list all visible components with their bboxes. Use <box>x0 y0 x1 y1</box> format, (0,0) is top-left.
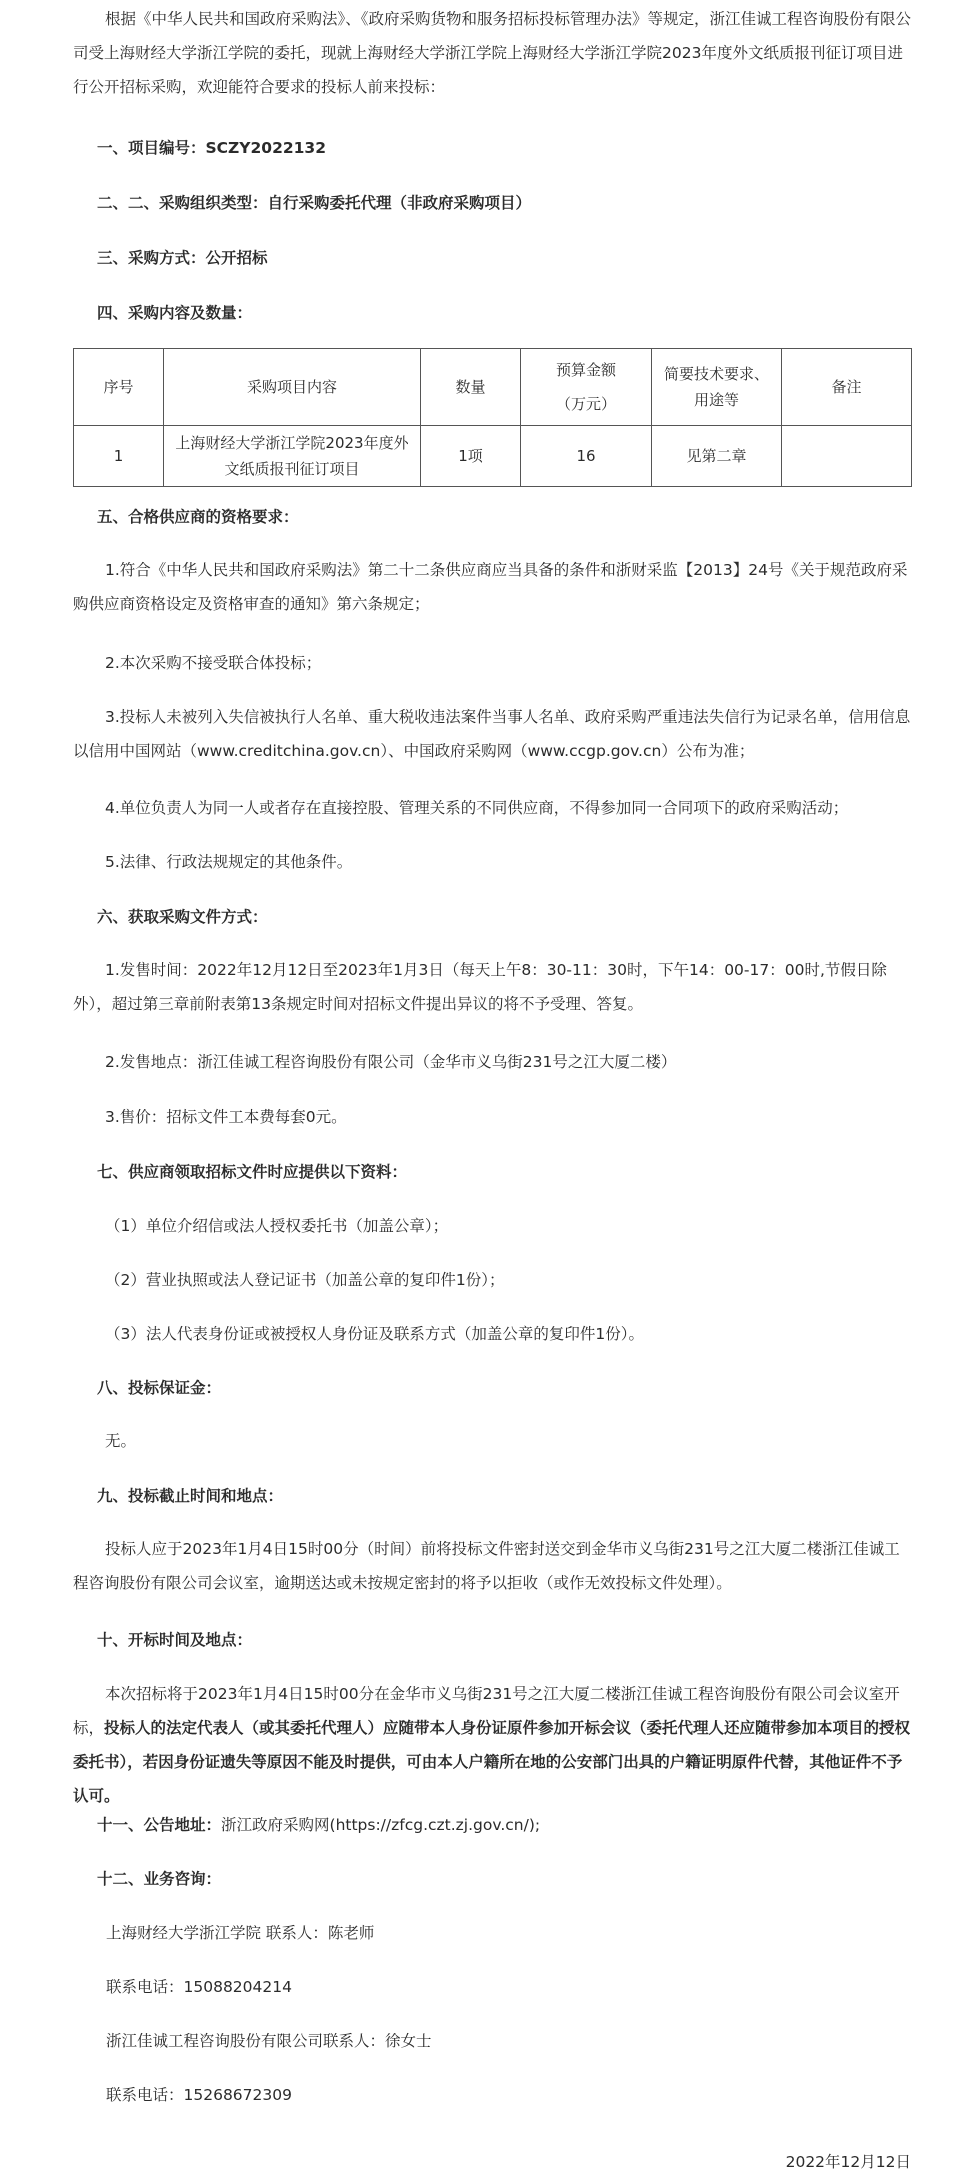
table-header: 序号 <box>74 349 164 426</box>
contact-line: 浙江佳诚工程咨询股份有限公司联系人：徐女士 <box>106 2032 432 2050</box>
table-header: 备注 <box>782 349 912 426</box>
list-item: 1.符合《中华人民共和国政府采购法》第二十二条供应商应当具备的条件和浙财采监【2013】24号《关于规范政府采购供应商资格设定及资格审查的通知》第六条规定； <box>73 561 908 613</box>
intro-paragraph: 根据《中华人民共和国政府采购法》、《政府采购货物和服务招标投标管理办法》等规定，浙江佳诚工程咨询股份有限公司受上海财经大学浙江学院的委托，现就上海财经大学浙江学院上海财经大学浙江学院2023年度外文纸质报刊征订项目进行公开招标采购，欢迎能符合要求的投标人前来投标： <box>73 10 912 96</box>
document-date: 2022年12月12日 <box>785 2153 911 2171</box>
phone-line: 联系电话：15088204214 <box>106 1978 292 1996</box>
table-header: 采购项目内容 <box>164 349 421 426</box>
bid-bond-text: 无。 <box>105 1432 137 1450</box>
bid-opening-requirement: 投标人的法定代表人（或其委托代理人）应随带本人身份证原件参加开标会议（委托代理人还应随带参加本项目的授权委托书），若因身份证遗失等原因不能及时提供，可由本人户籍所在地的公安部门出具的户籍证明原件代替，其他证件不予认可。 <box>73 1719 911 1805</box>
table-header: 数量 <box>421 349 521 426</box>
list-item: （3）法人代表身份证或被授权人身份证及联系方式（加盖公章的复印件1份）。 <box>105 1325 644 1343</box>
deadline-paragraph: 投标人应于2023年1月4日15时00分（时间）前将投标文件密封送交到金华市义乌街231号之江大厦二楼浙江佳诚工程咨询股份有限公司会议室，逾期送达或未按规定密封的将予以拒收（或作无效投标文件处理）。 <box>73 1540 900 1592</box>
list-item: 1.发售时间：2022年12月12日至2023年1月3日（每天上午8：30-11：30时，下午14：00-17：00时,节假日除外），超过第三章前附表第13条规定时间对招标文件提出异议的将不予受理、答复。 <box>73 961 887 1013</box>
table-header: 预算金额 （万元） <box>521 349 652 426</box>
procurement-table <box>73 348 912 487</box>
heading-organization-type: 二、二、采购组织类型：自行采购委托代理（非政府采购项目） <box>97 194 532 212</box>
list-item: 3.售价：招标文件工本费每套0元。 <box>105 1108 347 1126</box>
heading-bid-bond: 八、投标保证金： <box>97 1379 222 1397</box>
heading-qualification: 五、合格供应商的资格要求： <box>97 508 299 526</box>
bid-opening-text: 本次招标将于2023年1月4日15时00分在金华市义乌街231号之江大厦二楼浙江佳诚工程咨询股份有限公司会议室开标， <box>73 1685 900 1737</box>
contact-line: 上海财经大学浙江学院 联系人：陈老师 <box>106 1924 375 1942</box>
heading-required-materials: 七、供应商领取招标文件时应提供以下资料： <box>97 1163 408 1181</box>
heading-procurement-content: 四、采购内容及数量： <box>97 304 253 322</box>
heading-procurement-method: 三、采购方式：公开招标 <box>97 249 268 267</box>
announcement-address <box>97 1808 935 1842</box>
heading-bid-opening: 十、开标时间及地点： <box>97 1631 253 1649</box>
heading-obtain-documents: 六、获取采购文件方式： <box>97 908 268 926</box>
list-item: 3.投标人未被列入失信被执行人名单、重大税收违法案件当事人名单、政府采购严重违法失信行为记录名单，信用信息以信用中国网站（www.creditchina.gov.cn）、中国政府采购网（www.ccgp.gov.cn）公布为准； <box>73 708 911 760</box>
list-item: 2.发售地点：浙江佳诚工程咨询股份有限公司（金华市义乌街231号之江大厦二楼） <box>105 1053 677 1071</box>
table-header: 简要技术要求、用途等 <box>652 349 782 426</box>
phone-line: 联系电话：15268672309 <box>106 2086 292 2104</box>
heading-project-number: 一、项目编号：SCZY2022132 <box>97 139 326 157</box>
table-cell: 见第二章 <box>652 426 782 487</box>
heading-consultation: 十二、业务咨询： <box>97 1870 222 1888</box>
list-item: 4.单位负责人为同一人或者存在直接控股、管理关系的不同供应商，不得参加同一合同项下的政府采购活动； <box>105 799 849 817</box>
heading-deadline: 九、投标截止时间和地点： <box>97 1487 284 1505</box>
table-cell <box>782 426 912 487</box>
table-cell: 上海财经大学浙江学院2023年度外文纸质报刊征订项目 <box>164 426 421 487</box>
bid-opening-paragraph <box>73 1677 911 1813</box>
table-cell: 16 <box>521 426 652 487</box>
list-item: 2.本次采购不接受联合体投标； <box>105 654 322 672</box>
address-label: 十一、公告地址： <box>97 1816 222 1834</box>
list-item: （1）单位介绍信或法人授权委托书（加盖公章）； <box>105 1217 449 1235</box>
table-header-row <box>74 349 912 426</box>
table-cell: 1项 <box>421 426 521 487</box>
list-item: 5.法律、行政法规规定的其他条件。 <box>105 853 353 871</box>
table-cell: 1 <box>74 426 164 487</box>
list-item: （2）营业执照或法人登记证书（加盖公章的复印件1份）； <box>105 1271 505 1289</box>
table-row <box>74 426 912 487</box>
address-value: 浙江政府采购网(https://zfcg.czt.zj.gov.cn/); <box>221 1816 541 1834</box>
